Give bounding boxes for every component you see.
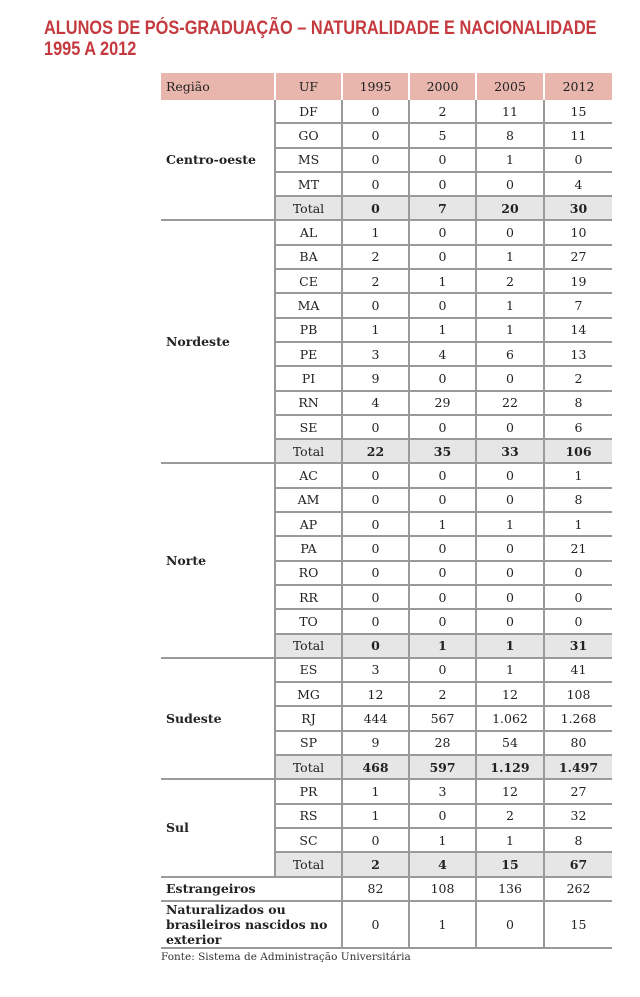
value-2012: 27 bbox=[544, 779, 612, 803]
uf-cell: PA bbox=[275, 536, 342, 560]
uf-cell: AM bbox=[275, 488, 342, 512]
value-2005: 0 bbox=[476, 415, 544, 439]
value-2005: 54 bbox=[476, 731, 544, 755]
value-2005: 1.062 bbox=[476, 706, 544, 730]
total-2000: 597 bbox=[409, 755, 476, 779]
value-1995: 4 bbox=[342, 391, 409, 415]
value-2005: 12 bbox=[476, 682, 544, 706]
value-2012: 27 bbox=[544, 245, 612, 269]
value-2005: 12 bbox=[476, 779, 544, 803]
value-2005: 1 bbox=[476, 245, 544, 269]
uf-cell: MT bbox=[275, 172, 342, 196]
total-2005: 1.129 bbox=[476, 755, 544, 779]
uf-cell: MA bbox=[275, 293, 342, 317]
value-2012: 1 bbox=[544, 463, 612, 487]
value-2000: 1 bbox=[409, 512, 476, 536]
value-2000: 3 bbox=[409, 779, 476, 803]
value-2005: 0 bbox=[476, 488, 544, 512]
value-2005: 136 bbox=[476, 877, 544, 901]
header-2005: 2005 bbox=[476, 73, 544, 100]
value-2012: 80 bbox=[544, 731, 612, 755]
value-2000: 1 bbox=[409, 828, 476, 852]
value-2005: 0 bbox=[476, 901, 544, 948]
value-2012: 1 bbox=[544, 512, 612, 536]
value-2000: 1 bbox=[409, 269, 476, 293]
table-row bbox=[161, 100, 612, 123]
value-1995: 1 bbox=[342, 804, 409, 828]
value-1995: 0 bbox=[342, 585, 409, 609]
row-label: Estrangeiros bbox=[161, 877, 342, 901]
value-2012: 11 bbox=[544, 123, 612, 147]
value-2000: 0 bbox=[409, 415, 476, 439]
uf-cell: RJ bbox=[275, 706, 342, 730]
uf-cell: PR bbox=[275, 779, 342, 803]
header-regiao: Região bbox=[161, 73, 275, 100]
uf-cell: SP bbox=[275, 731, 342, 755]
value-1995: 1 bbox=[342, 220, 409, 244]
students-origin-table bbox=[161, 73, 612, 949]
header-2012: 2012 bbox=[544, 73, 612, 100]
value-2000: 0 bbox=[409, 658, 476, 682]
value-2005: 11 bbox=[476, 100, 544, 123]
value-1995: 0 bbox=[342, 901, 409, 948]
value-2005: 6 bbox=[476, 342, 544, 366]
value-2000: 4 bbox=[409, 342, 476, 366]
total-2005: 1 bbox=[476, 634, 544, 658]
value-2012: 8 bbox=[544, 828, 612, 852]
total-label: Total bbox=[275, 852, 342, 876]
total-1995: 2 bbox=[342, 852, 409, 876]
value-2000: 108 bbox=[409, 877, 476, 901]
value-2000: 1 bbox=[409, 318, 476, 342]
total-2005: 20 bbox=[476, 196, 544, 220]
value-2005: 0 bbox=[476, 561, 544, 585]
foreigners-row bbox=[161, 877, 612, 901]
total-2012: 106 bbox=[544, 439, 612, 463]
value-2000: 0 bbox=[409, 245, 476, 269]
value-2012: 15 bbox=[544, 100, 612, 123]
value-2000: 0 bbox=[409, 172, 476, 196]
value-2012: 19 bbox=[544, 269, 612, 293]
value-2012: 15 bbox=[544, 901, 612, 948]
title-line-1: ALUNOS DE PÓS-GRADUAÇÃO – NATURALIDADE E NACIONALIDADE bbox=[44, 18, 597, 39]
value-2012: 8 bbox=[544, 488, 612, 512]
value-2012: 14 bbox=[544, 318, 612, 342]
value-2005: 0 bbox=[476, 366, 544, 390]
uf-cell: AL bbox=[275, 220, 342, 244]
value-2012: 6 bbox=[544, 415, 612, 439]
value-2000: 0 bbox=[409, 293, 476, 317]
total-1995: 468 bbox=[342, 755, 409, 779]
total-2000: 1 bbox=[409, 634, 476, 658]
total-2012: 1.497 bbox=[544, 755, 612, 779]
value-1995: 2 bbox=[342, 245, 409, 269]
value-2005: 0 bbox=[476, 536, 544, 560]
value-1995: 9 bbox=[342, 731, 409, 755]
uf-cell: SE bbox=[275, 415, 342, 439]
region-label: Sul bbox=[161, 779, 275, 876]
value-2012: 10 bbox=[544, 220, 612, 244]
value-2000: 29 bbox=[409, 391, 476, 415]
total-2005: 15 bbox=[476, 852, 544, 876]
value-1995: 0 bbox=[342, 488, 409, 512]
region-label: Norte bbox=[161, 463, 275, 657]
value-1995: 82 bbox=[342, 877, 409, 901]
value-2005: 0 bbox=[476, 463, 544, 487]
total-label: Total bbox=[275, 755, 342, 779]
value-1995: 0 bbox=[342, 172, 409, 196]
header-2000: 2000 bbox=[409, 73, 476, 100]
value-2005: 0 bbox=[476, 585, 544, 609]
source-note: Fonte: Sistema de Administração Universitária bbox=[161, 951, 411, 963]
value-1995: 0 bbox=[342, 293, 409, 317]
total-2000: 35 bbox=[409, 439, 476, 463]
row-label: Naturalizados ou brasileiros nascidos no exterior bbox=[161, 901, 342, 948]
value-2000: 0 bbox=[409, 804, 476, 828]
uf-cell: MS bbox=[275, 148, 342, 172]
total-label: Total bbox=[275, 196, 342, 220]
total-2000: 4 bbox=[409, 852, 476, 876]
value-1995: 0 bbox=[342, 561, 409, 585]
value-2000: 0 bbox=[409, 463, 476, 487]
table-row bbox=[161, 463, 612, 487]
value-1995: 0 bbox=[342, 463, 409, 487]
value-2005: 0 bbox=[476, 172, 544, 196]
value-2012: 32 bbox=[544, 804, 612, 828]
region-label: Sudeste bbox=[161, 658, 275, 779]
uf-cell: RN bbox=[275, 391, 342, 415]
value-1995: 2 bbox=[342, 269, 409, 293]
table-row bbox=[161, 220, 612, 244]
value-1995: 0 bbox=[342, 415, 409, 439]
value-2012: 4 bbox=[544, 172, 612, 196]
value-2000: 0 bbox=[409, 609, 476, 633]
uf-cell: GO bbox=[275, 123, 342, 147]
value-2012: 0 bbox=[544, 561, 612, 585]
value-1995: 1 bbox=[342, 779, 409, 803]
value-2000: 0 bbox=[409, 220, 476, 244]
uf-cell: ES bbox=[275, 658, 342, 682]
value-2000: 2 bbox=[409, 100, 476, 123]
value-2012: 41 bbox=[544, 658, 612, 682]
value-2012: 0 bbox=[544, 609, 612, 633]
value-2012: 0 bbox=[544, 148, 612, 172]
value-1995: 0 bbox=[342, 609, 409, 633]
value-2005: 1 bbox=[476, 512, 544, 536]
total-1995: 0 bbox=[342, 196, 409, 220]
total-2012: 67 bbox=[544, 852, 612, 876]
uf-cell: SC bbox=[275, 828, 342, 852]
value-1995: 0 bbox=[342, 100, 409, 123]
header-uf: UF bbox=[275, 73, 342, 100]
value-1995: 0 bbox=[342, 148, 409, 172]
table-row bbox=[161, 779, 612, 803]
value-2012: 7 bbox=[544, 293, 612, 317]
uf-cell: PB bbox=[275, 318, 342, 342]
value-2000: 0 bbox=[409, 585, 476, 609]
uf-cell: DF bbox=[275, 100, 342, 123]
value-1995: 1 bbox=[342, 318, 409, 342]
uf-cell: MG bbox=[275, 682, 342, 706]
value-2005: 2 bbox=[476, 269, 544, 293]
value-1995: 0 bbox=[342, 536, 409, 560]
uf-cell: RR bbox=[275, 585, 342, 609]
value-2005: 22 bbox=[476, 391, 544, 415]
value-2005: 0 bbox=[476, 609, 544, 633]
uf-cell: AP bbox=[275, 512, 342, 536]
value-2000: 567 bbox=[409, 706, 476, 730]
value-1995: 0 bbox=[342, 512, 409, 536]
header-1995: 1995 bbox=[342, 73, 409, 100]
title-line-2: 1995 A 2012 bbox=[44, 39, 137, 60]
table-header-row bbox=[161, 73, 612, 100]
uf-cell: PE bbox=[275, 342, 342, 366]
value-1995: 9 bbox=[342, 366, 409, 390]
value-2000: 0 bbox=[409, 366, 476, 390]
value-2000: 2 bbox=[409, 682, 476, 706]
total-2005: 33 bbox=[476, 439, 544, 463]
uf-cell: RO bbox=[275, 561, 342, 585]
value-1995: 444 bbox=[342, 706, 409, 730]
value-2000: 1 bbox=[409, 901, 476, 948]
value-1995: 0 bbox=[342, 828, 409, 852]
value-1995: 3 bbox=[342, 342, 409, 366]
value-1995: 0 bbox=[342, 123, 409, 147]
uf-cell: CE bbox=[275, 269, 342, 293]
total-2012: 31 bbox=[544, 634, 612, 658]
value-2012: 262 bbox=[544, 877, 612, 901]
table-row bbox=[161, 658, 612, 682]
value-2000: 0 bbox=[409, 536, 476, 560]
total-2000: 7 bbox=[409, 196, 476, 220]
total-label: Total bbox=[275, 634, 342, 658]
uf-cell: BA bbox=[275, 245, 342, 269]
value-2012: 1.268 bbox=[544, 706, 612, 730]
naturalized-row bbox=[161, 901, 612, 948]
total-2012: 30 bbox=[544, 196, 612, 220]
value-2005: 1 bbox=[476, 148, 544, 172]
value-2000: 0 bbox=[409, 561, 476, 585]
value-2000: 0 bbox=[409, 488, 476, 512]
value-2012: 8 bbox=[544, 391, 612, 415]
value-2012: 108 bbox=[544, 682, 612, 706]
value-2005: 2 bbox=[476, 804, 544, 828]
value-2012: 13 bbox=[544, 342, 612, 366]
region-label: Centro-oeste bbox=[161, 100, 275, 220]
value-2005: 1 bbox=[476, 293, 544, 317]
value-2005: 0 bbox=[476, 220, 544, 244]
total-1995: 0 bbox=[342, 634, 409, 658]
uf-cell: RS bbox=[275, 804, 342, 828]
value-2012: 0 bbox=[544, 585, 612, 609]
uf-cell: TO bbox=[275, 609, 342, 633]
total-label: Total bbox=[275, 439, 342, 463]
value-2000: 28 bbox=[409, 731, 476, 755]
value-2005: 1 bbox=[476, 658, 544, 682]
value-2005: 1 bbox=[476, 318, 544, 342]
region-label: Nordeste bbox=[161, 220, 275, 463]
value-2005: 1 bbox=[476, 828, 544, 852]
total-1995: 22 bbox=[342, 439, 409, 463]
value-1995: 3 bbox=[342, 658, 409, 682]
uf-cell: AC bbox=[275, 463, 342, 487]
value-2000: 0 bbox=[409, 148, 476, 172]
page-title bbox=[44, 18, 597, 60]
value-2012: 21 bbox=[544, 536, 612, 560]
value-2000: 5 bbox=[409, 123, 476, 147]
uf-cell: PI bbox=[275, 366, 342, 390]
value-2005: 8 bbox=[476, 123, 544, 147]
value-1995: 12 bbox=[342, 682, 409, 706]
value-2012: 2 bbox=[544, 366, 612, 390]
